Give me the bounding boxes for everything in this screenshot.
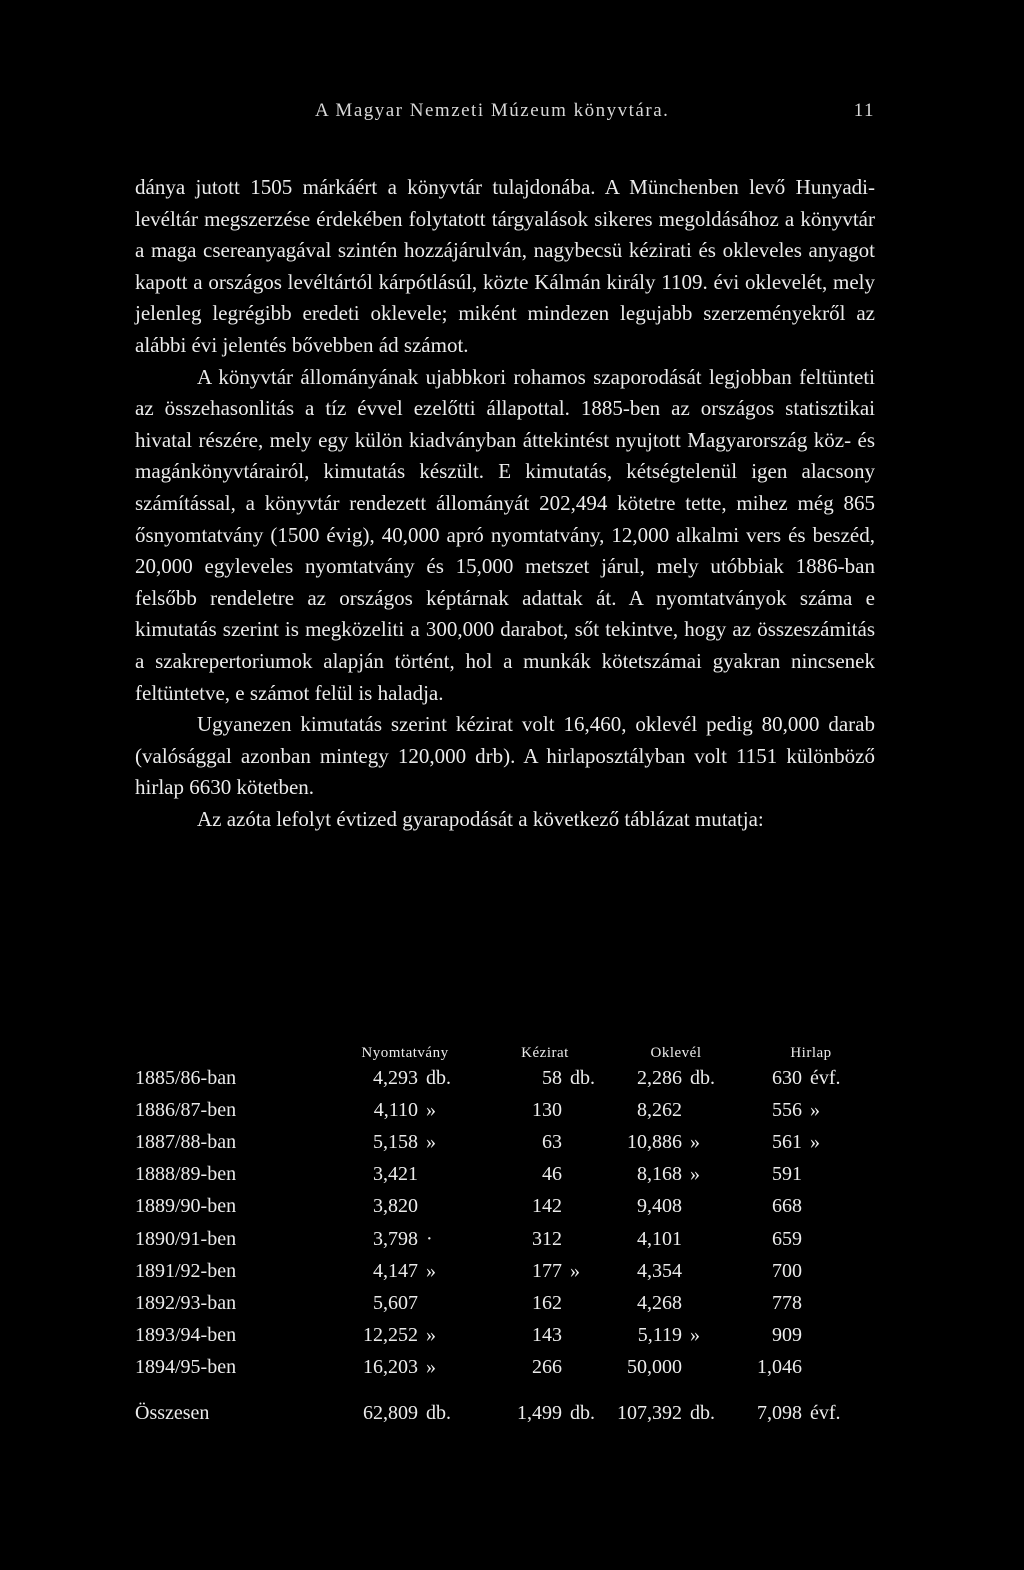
cell-value: 266	[532, 1356, 562, 1379]
cell-unit: »	[690, 1130, 700, 1153]
cell-unit: évf.	[810, 1066, 841, 1089]
cell-value: 561	[772, 1130, 802, 1153]
cell-unit: évf.	[810, 1402, 841, 1425]
cell-unit: db.	[690, 1402, 715, 1425]
cell-value: 58	[542, 1066, 562, 1089]
cell-value: 62,809	[363, 1402, 418, 1425]
column-header: Oklevél	[650, 1045, 702, 1061]
cell-value: 16,203	[363, 1356, 418, 1379]
cell-value: 3,421	[373, 1163, 418, 1186]
page-number: 11	[853, 100, 875, 121]
cell-unit	[802, 1320, 880, 1352]
cell-value: 12,252	[363, 1324, 418, 1347]
cell-unit	[682, 1094, 742, 1126]
cell-value: 556	[772, 1098, 802, 1121]
cell-unit	[418, 1159, 480, 1191]
cell-value: 1,046	[757, 1356, 802, 1379]
cell-unit: db.	[570, 1402, 595, 1425]
column-header: Nyomtatvány	[361, 1045, 449, 1061]
cell-value: 659	[772, 1227, 802, 1250]
cell-unit: »	[690, 1163, 700, 1186]
cell-unit	[802, 1255, 880, 1287]
cell-unit	[802, 1223, 880, 1255]
cell-unit: »	[426, 1259, 436, 1282]
paragraph: Az azóta lefolyt évtized gyarapodását a következő táblázat mutatja:	[197, 806, 764, 831]
cell-unit: ·	[426, 1227, 433, 1250]
row-label: 1885/86-ban	[135, 1066, 237, 1089]
table-header-row	[135, 1042, 880, 1062]
cell-value: 3,820	[373, 1195, 418, 1218]
cell-unit: »	[810, 1130, 820, 1153]
cell-unit	[562, 1191, 610, 1223]
cell-value: 5,119	[637, 1324, 682, 1347]
cell-unit: db.	[690, 1066, 715, 1089]
row-label: 1892/93-ban	[135, 1291, 237, 1314]
row-label: 1886/87-ben	[135, 1098, 237, 1121]
cell-value: 50,000	[627, 1356, 682, 1379]
cell-value: 4,147	[373, 1259, 418, 1282]
cell-value: 4,110	[373, 1098, 418, 1121]
table-row	[135, 1062, 880, 1094]
table-row	[135, 1255, 880, 1287]
cell-value: 4,268	[637, 1291, 682, 1314]
row-label: 1890/91-ben	[135, 1227, 237, 1250]
cell-unit: db.	[426, 1066, 451, 1089]
cell-unit	[562, 1126, 610, 1158]
row-label: 1894/95-ben	[135, 1356, 237, 1379]
cell-unit	[562, 1320, 610, 1352]
cell-unit	[418, 1191, 480, 1223]
paragraph: dánya jutott 1505 márkáért a könyvtár tulajdonába. A Münchenben levő Hunyadi-levéltár megszerzése érdekében folytatott tárgyalások sikeres megoldásához a könyvtár a maga csereanyagával szintén hozzájárulván, nagybecsü kézirati és okleveles anyagot kapott a országos levéltártól kárpótlásúl, közte Kálmán király 1109. évi oklevelét, mely jelenleg legrégibb eredeti oklevele; miként mindezen legujabb szerzeményekről az alábbi évi jelentés bővebben ád számot.	[135, 175, 875, 357]
cell-value: 142	[532, 1195, 562, 1218]
body-text	[135, 172, 875, 835]
cell-value: 4,354	[637, 1259, 682, 1282]
cell-value: 9,408	[637, 1195, 682, 1218]
row-label: 1889/90-ben	[135, 1195, 237, 1218]
cell-value: 312	[532, 1227, 562, 1250]
cell-unit	[682, 1352, 742, 1384]
cell-unit	[802, 1352, 880, 1384]
table-row	[135, 1287, 880, 1319]
cell-value: 3,798	[373, 1227, 418, 1250]
cell-value: 63	[542, 1130, 562, 1153]
cell-unit	[418, 1287, 480, 1319]
cell-value: 1,499	[517, 1402, 562, 1425]
cell-unit	[682, 1191, 742, 1223]
table-row	[135, 1191, 880, 1223]
cell-unit: db.	[426, 1402, 451, 1425]
cell-value: 909	[772, 1324, 802, 1347]
table-total-row	[135, 1384, 880, 1430]
paragraph: Ugyanezen kimutatás szerint kézirat volt 16,460, oklevél pedig 80,000 darab (valósággal azonban mintegy 120,000 drb). A hirlaposztályban volt 1151 különböző hirlap 6630 kötetben.	[135, 712, 875, 800]
cell-unit	[682, 1287, 742, 1319]
cell-unit: »	[690, 1324, 700, 1347]
cell-unit: db.	[570, 1066, 595, 1089]
cell-value: 7,098	[757, 1402, 802, 1425]
row-label: 1888/89-ben	[135, 1163, 237, 1186]
cell-unit: »	[426, 1130, 436, 1153]
cell-unit	[802, 1159, 880, 1191]
table-row	[135, 1320, 880, 1352]
cell-value: 143	[532, 1324, 562, 1347]
cell-value: 5,607	[373, 1291, 418, 1314]
cell-unit	[562, 1223, 610, 1255]
cell-value: 778	[772, 1291, 802, 1314]
table-row	[135, 1223, 880, 1255]
cell-unit	[562, 1159, 610, 1191]
cell-value: 5,158	[373, 1130, 418, 1153]
cell-unit: »	[426, 1356, 436, 1379]
cell-unit	[562, 1287, 610, 1319]
cell-value: 630	[772, 1066, 802, 1089]
cell-value: 2,286	[637, 1066, 682, 1089]
cell-value: 4,293	[373, 1066, 418, 1089]
row-label: 1887/88-ban	[135, 1130, 237, 1153]
table-row	[135, 1126, 880, 1158]
cell-value: 130	[532, 1098, 562, 1121]
table-row	[135, 1159, 880, 1191]
cell-value: 4,101	[637, 1227, 682, 1250]
cell-value: 177	[532, 1259, 562, 1282]
cell-unit	[682, 1223, 742, 1255]
table-row	[135, 1352, 880, 1384]
running-title: A Magyar Nemzeti Múzeum könyvtára.	[315, 100, 670, 121]
row-label: 1891/92-ben	[135, 1259, 237, 1282]
row-label: 1893/94-ben	[135, 1324, 237, 1347]
cell-value: 668	[772, 1195, 802, 1218]
cell-value: 8,168	[637, 1163, 682, 1186]
cell-unit	[802, 1191, 880, 1223]
cell-unit: »	[426, 1098, 436, 1121]
cell-unit: »	[810, 1098, 820, 1121]
cell-unit	[802, 1287, 880, 1319]
cell-value: 107,392	[617, 1402, 682, 1425]
cell-unit	[562, 1094, 610, 1126]
paragraph: A könyvtár állományának ujabbkori rohamos szaporodását legjobban feltünteti az összehasonlitás a tíz évvel ezelőtti állapottal. 1885-ben az országos statisztikai hivatal részére, mely egy külön kiadványban áttekintést nyujtott Magyarország köz- és magánkönyvtárairól, kimutatás készült. E kimutatás, kétségtelenül igen alacsony számítással, a könyvtár rendezett állományát 202,494 kötetre tette, mihez még 865 ősnyomtatvány (1500 évig), 40,000 apró nyomtatvány, 12,000 alkalmi vers és beszéd, 20,000 egyleveles nyomtatvány és 15,000 metszet járul, mely utóbbiak 1886-ban felsőbb rendeletre az országos képtárnak adattak át. A nyomtatványok száma e kimutatás szerint is megközeliti a 300,000 darabot, sőt tekintve, hogy az összeszámitás a szakrepertoriumok alapján történt, hol a munkák kötetszámai gyakran nincsenek feltüntetve, e számot felül is haladja.	[135, 364, 875, 705]
row-label: Összesen	[135, 1402, 210, 1425]
cell-value: 8,262	[637, 1098, 682, 1121]
column-header: Kézirat	[521, 1045, 569, 1061]
cell-value: 162	[532, 1291, 562, 1314]
table-row	[135, 1094, 880, 1126]
cell-unit: »	[570, 1259, 580, 1282]
acquisition-table	[135, 1042, 880, 1430]
column-header: Hirlap	[790, 1045, 832, 1061]
cell-value: 700	[772, 1259, 802, 1282]
cell-value: 10,886	[627, 1130, 682, 1153]
cell-unit	[562, 1352, 610, 1384]
cell-value: 46	[542, 1163, 562, 1186]
cell-value: 591	[772, 1163, 802, 1186]
cell-unit: »	[426, 1324, 436, 1347]
cell-unit	[682, 1255, 742, 1287]
